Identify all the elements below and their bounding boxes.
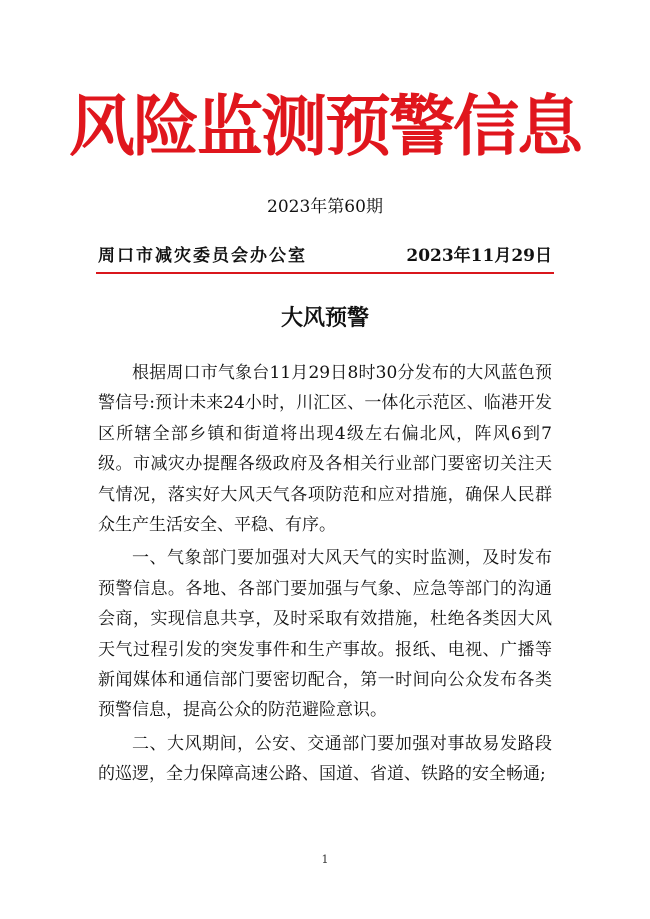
red-divider-line <box>96 272 554 274</box>
body-paragraph-1: 一、气象部门要加强对大风天气的实时监测，及时发布预警信息。各地、各部门要加强与气象、应急等部门的沟通会商，实现信息共享，及时采取有效措施，杜绝各类因大风天气过程引发的突发事件和生产事故。报纸、电视、广播等新闻媒体和通信部门要密切配合，第一时间向公众发布各类预警信息，提高公众的防范避险意识。 <box>98 548 552 721</box>
body-paragraph-intro: 根据周口市气象台11月29日8时30分发布的大风蓝色预警信号:预计未来24小时，川汇区、一体化示范区、临港开发区所辖全部乡镇和街道将出现4级左右偏北风，阵风6到7级。市减灾办提醒各级政府及各相关行业部门要密切关注天气情况，落实好大风天气各项防范和应对措施，确保人民群众生产生活安全、平稳、有序。 <box>98 363 552 536</box>
issue-date: 2023年11月29日 <box>406 246 552 266</box>
issuing-office: 周口市减灾委员会办公室 <box>98 246 307 266</box>
document-body <box>98 358 552 793</box>
issuer-row <box>98 245 552 269</box>
masthead-title: 风险监测预警信息 <box>69 87 581 165</box>
body-paragraph-2: 二、大风期间，公安、交通部门要加强对事故易发路段的巡逻，全力保障高速公路、国道、省道、铁路的安全畅通; <box>98 733 552 785</box>
issue-number: 2023年第60期 <box>267 197 383 217</box>
document-headline: 大风预警 <box>280 305 369 331</box>
page-number: 1 <box>321 853 329 866</box>
